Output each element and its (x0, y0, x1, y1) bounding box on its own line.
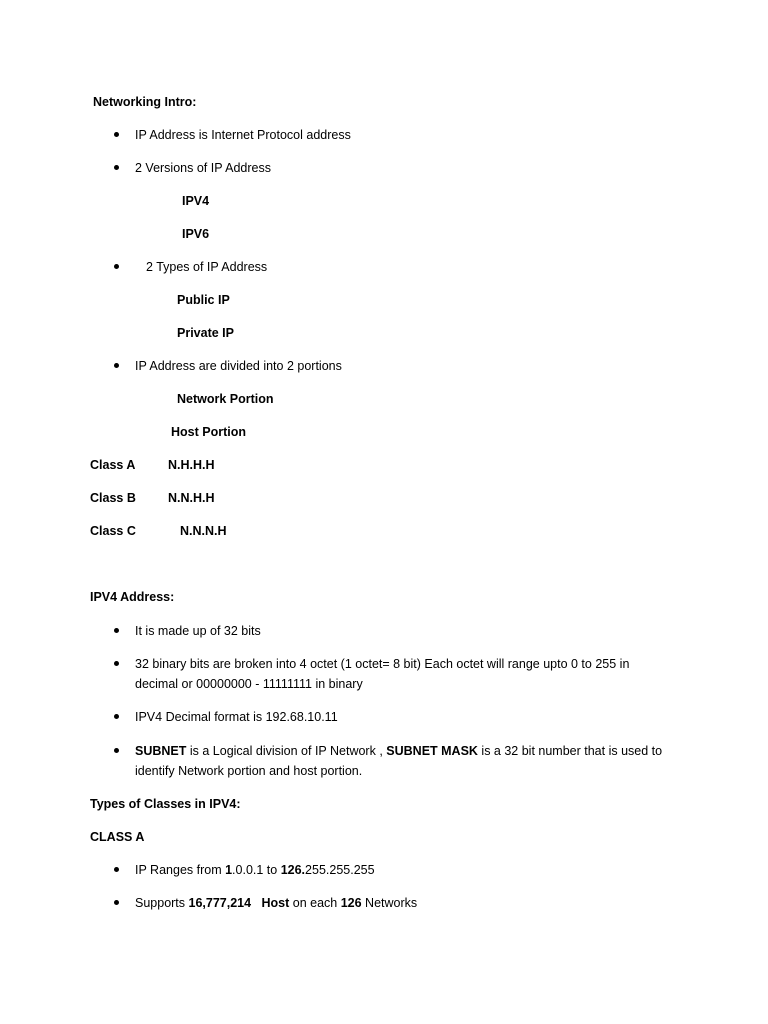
intro-bullet-2: 2 Versions of IP Address (135, 161, 271, 175)
version-ipv4: IPV4 (182, 194, 210, 208)
bullet-icon (114, 661, 119, 666)
hosts-middle: on each (289, 896, 341, 910)
class-a-range (135, 860, 375, 880)
hosts-label: Host (261, 896, 290, 910)
bullet-icon (114, 900, 119, 905)
intro-heading: Networking Intro: (93, 95, 197, 109)
class-c-label: Class C (90, 524, 136, 538)
class-b-pattern: N.N.H.H (168, 491, 215, 505)
portion-network: Network Portion (177, 392, 274, 406)
bullet-icon (114, 628, 119, 633)
bullet-icon (114, 165, 119, 170)
class-a-heading: CLASS A (90, 830, 145, 844)
range-end-rest: 255.255.255 (305, 863, 375, 877)
subnet-mask-term: SUBNET MASK (386, 744, 478, 758)
bullet-icon (114, 867, 119, 872)
range-start-rest: .0.0.1 to (232, 863, 281, 877)
ipv4-bullet-4 (135, 741, 665, 781)
bullet-icon (114, 264, 119, 269)
classes-heading: Types of Classes in IPV4: (90, 797, 241, 811)
ipv4-bullet-1: It is made up of 32 bits (135, 624, 261, 638)
range-start-bold: 1 (225, 863, 233, 877)
subnet-term: SUBNET (135, 744, 187, 758)
class-b-label: Class B (90, 491, 136, 505)
type-private-ip: Private IP (177, 326, 234, 340)
hosts-count: 16,777,214 (188, 896, 252, 910)
intro-bullet-1: IP Address is Internet Protocol address (135, 128, 351, 142)
subnet-text-2: is a 32 bit number that is used to identify Network portion and host portion. (135, 744, 663, 778)
class-a-pattern: N.H.H.H (168, 458, 215, 472)
bullet-icon (114, 714, 119, 719)
class-a-hosts (135, 893, 417, 913)
range-prefix: IP Ranges from (135, 863, 226, 877)
portion-host: Host Portion (171, 425, 246, 439)
version-ipv6: IPV6 (182, 227, 210, 241)
hosts-networks: 126 (340, 896, 362, 910)
ipv4-bullet-3: IPV4 Decimal format is 192.68.10.11 (135, 710, 338, 724)
bullet-icon (114, 748, 119, 753)
subnet-text-1: is a Logical division of IP Network , (186, 744, 387, 758)
type-public-ip: Public IP (177, 293, 230, 307)
ipv4-heading: IPV4 Address: (90, 590, 175, 604)
intro-bullet-3: 2 Types of IP Address (146, 260, 268, 274)
bullet-icon (114, 363, 119, 368)
class-a-label: Class A (90, 458, 136, 472)
ipv4-bullet-2: 32 binary bits are broken into 4 octet (1 octet= 8 bit) Each octet will range upto 0 to 255 in decimal or 00000000 - 11111111 in binary (135, 657, 630, 691)
range-end-bold: 126. (280, 863, 306, 877)
bullet-icon (114, 132, 119, 137)
hosts-prefix: Supports (135, 896, 189, 910)
class-c-pattern: N.N.N.H (180, 524, 227, 538)
intro-bullet-4: IP Address are divided into 2 portions (135, 359, 342, 373)
hosts-suffix: Networks (361, 896, 418, 910)
